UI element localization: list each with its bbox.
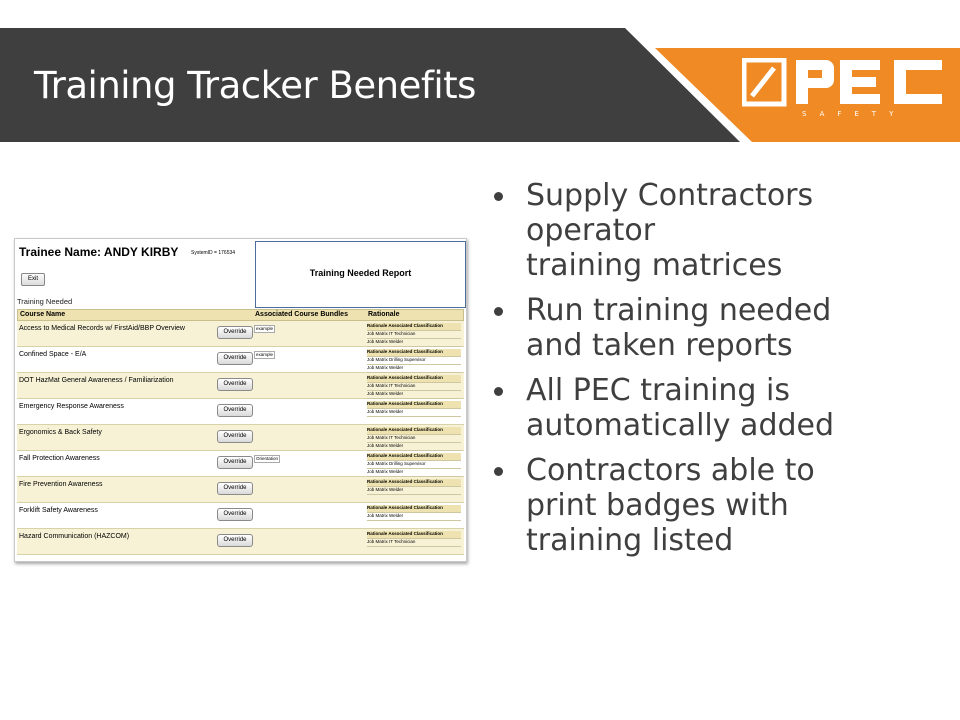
rationale-entry: Job Matrix IT Technician (367, 331, 461, 339)
rationale-cell (367, 531, 461, 547)
course-name: Access to Medical Records w/ FirstAid/BBP Overview (19, 325, 185, 332)
rationale-entry: Job Matrix Welder (367, 409, 461, 417)
table-body (17, 321, 464, 555)
course-name: Ergonomics & Back Safety (19, 429, 102, 436)
bullet-line: and taken reports (526, 328, 793, 363)
rationale-cell (367, 427, 461, 451)
bullet-item (492, 293, 932, 363)
bullet-item (492, 453, 932, 558)
course-name: Hazard Communication (HAZCOM) (19, 533, 130, 540)
bullet-dot-icon (494, 387, 503, 396)
table-row (17, 425, 464, 451)
rationale-header: Rationale Associated Classification (367, 375, 461, 383)
override-button[interactable]: Override (217, 534, 253, 547)
rationale-entry: Job Matrix Welder (367, 443, 461, 451)
bullet-item (492, 373, 932, 443)
bullet-line: automatically added (526, 408, 835, 443)
course-name: Fall Protection Awareness (19, 455, 100, 462)
slide-title: Training Tracker Benefits (34, 64, 476, 107)
bullet-line: Run training needed (526, 293, 832, 328)
rationale-header: Rationale Associated Classification (367, 401, 461, 409)
bullet-line: training matrices (526, 248, 783, 283)
rationale-entry: Job Matrix Welder (367, 487, 461, 495)
course-bundle: example (256, 352, 274, 357)
col-rationale: Rationale (368, 311, 400, 318)
report-title: Training Needed Report (309, 268, 412, 278)
rationale-cell (367, 453, 461, 477)
override-button[interactable]: Override (217, 404, 253, 417)
override-button[interactable]: Override (217, 430, 253, 443)
course-name: Confined Space - E/A (19, 351, 87, 358)
rationale-header: Rationale Associated Classification (367, 427, 461, 435)
slide-header (0, 0, 960, 142)
course-name: Forklift Safety Awareness (19, 507, 98, 514)
override-button[interactable]: Override (217, 456, 253, 469)
rationale-header: Rationale Associated Classification (367, 453, 461, 461)
system-id: SystemID = 176534 (191, 250, 236, 256)
bullet-dot-icon (494, 467, 503, 476)
bullet-line: operator (526, 213, 656, 248)
table-row (17, 373, 464, 399)
rationale-cell (367, 323, 461, 347)
bullet-list (492, 178, 932, 568)
rationale-cell (367, 349, 461, 373)
override-button[interactable]: Override (217, 352, 253, 365)
rationale-cell (367, 505, 461, 521)
exit-button[interactable]: Exit (21, 273, 45, 286)
bullet-line: Contractors able to (526, 453, 815, 488)
rationale-entry: Job Matrix Welder (367, 365, 461, 373)
override-button[interactable]: Override (217, 378, 253, 391)
rationale-header: Rationale Associated Classification (367, 323, 461, 331)
table-row (17, 477, 464, 503)
rationale-entry: Job Matrix IT Technician (367, 435, 461, 443)
override-button[interactable]: Override (217, 482, 253, 495)
table-header (17, 309, 464, 321)
bullet-item (492, 178, 932, 283)
bullet-dot-icon (494, 192, 503, 201)
table-row (17, 347, 464, 373)
rationale-header: Rationale Associated Classification (367, 349, 461, 357)
rationale-entry: Job Matrix Welder (367, 391, 461, 399)
trainee-name: Trainee Name: ANDY KIRBY (19, 245, 179, 259)
bullet-line: All PEC training is (526, 373, 790, 408)
rationale-entry: Job Matrix Welder (367, 339, 461, 347)
course-bundle: Orientation (256, 456, 279, 461)
override-button[interactable]: Override (217, 508, 253, 521)
report-top (15, 239, 466, 309)
bullet-line: Supply Contractors (526, 178, 814, 213)
training-report-screenshot (14, 238, 467, 562)
training-table (17, 309, 464, 555)
course-name: DOT HazMat General Awareness / Familiarization (19, 377, 174, 384)
col-bundles: Associated Course Bundles (255, 311, 348, 318)
table-row (17, 451, 464, 477)
rationale-cell (367, 479, 461, 495)
rationale-entry: Job Matrix IT Technician (367, 539, 461, 547)
table-row (17, 321, 464, 347)
rationale-entry: Job Matrix Drilling Supervisor (367, 357, 461, 365)
pec-safety-logo (742, 58, 948, 118)
rationale-cell (367, 375, 461, 399)
logo-subtext: SAFETY (802, 110, 907, 118)
rationale-cell (367, 401, 461, 417)
report-title-box (255, 241, 466, 308)
bullet-dot-icon (494, 307, 503, 316)
rationale-header: Rationale Associated Classification (367, 479, 461, 487)
bullet-line: print badges with (526, 488, 789, 523)
rationale-entry: Job Matrix Welder (367, 513, 461, 521)
rationale-entry: Job Matrix Welder (367, 469, 461, 477)
rationale-entry: Job Matrix Drilling Supervisor (367, 461, 461, 469)
bullet-line: training listed (526, 523, 734, 558)
course-bundle: example (256, 326, 274, 331)
override-button[interactable]: Override (217, 326, 253, 339)
section-label: Training Needed (17, 297, 73, 306)
course-name: Emergency Response Awareness (19, 403, 124, 410)
rationale-header: Rationale Associated Classification (367, 505, 461, 513)
table-row (17, 503, 464, 529)
table-row (17, 529, 464, 555)
table-row (17, 399, 464, 425)
col-course-name: Course Name (20, 311, 66, 318)
course-name: Fire Prevention Awareness (19, 481, 103, 488)
rationale-header: Rationale Associated Classification (367, 531, 461, 539)
rationale-entry: Job Matrix IT Technician (367, 383, 461, 391)
